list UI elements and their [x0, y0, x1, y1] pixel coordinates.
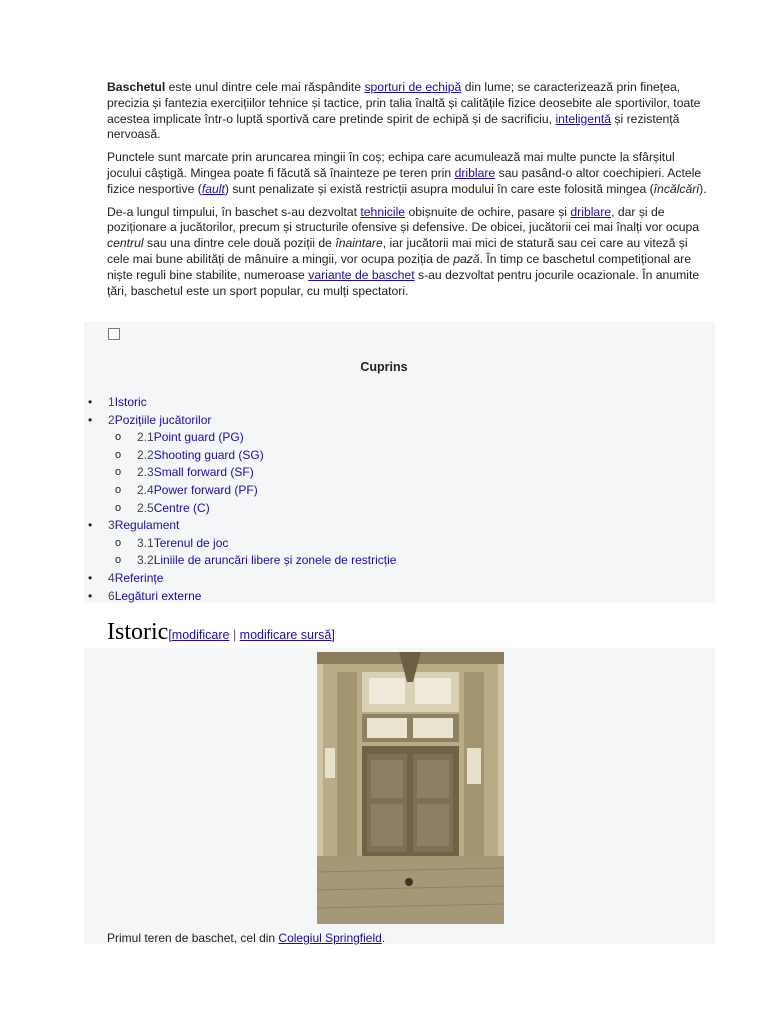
link-dribbling-2[interactable]: driblare [570, 204, 612, 219]
text: sau pasând-o altor coechipieri. Actele fizice nesportive ( [107, 165, 702, 196]
circle-bullet-icon: o [115, 466, 122, 479]
text: Punctele sunt marcate prin aruncarea mingii în coș; echipa care acumulează mai multe puncte la sfârșitul jocului câștigă. Mingea poate fi făcută să înainteze pe teren prin [107, 150, 675, 180]
toc-item[interactable] [88, 412, 396, 430]
toc-item[interactable] [88, 464, 396, 482]
springfield-gym-photo[interactable] [317, 652, 504, 924]
toc-number: 3.2 [137, 553, 154, 568]
toc-number: 1 [108, 395, 115, 409]
toc-item[interactable] [88, 447, 396, 465]
disc-bullet-icon: • [88, 518, 93, 533]
intro-paragraph-3 [107, 205, 711, 300]
term-centre: centrul [107, 236, 144, 251]
toc-text[interactable]: Centre (C) [153, 500, 210, 515]
toc-number: 2.1 [137, 430, 154, 445]
toc-item[interactable] [88, 394, 396, 412]
toc-item[interactable] [88, 517, 396, 535]
circle-bullet-icon: o [115, 501, 122, 514]
toc-number: 2.3 [137, 465, 154, 480]
edit-link[interactable]: modificare [171, 628, 230, 642]
toc-text[interactable]: Istoric [114, 395, 147, 409]
toc-number: 2 [108, 412, 115, 427]
term-forward: înaintare [335, 236, 383, 251]
toc-title: Cuprins [360, 360, 408, 374]
figure-caption [107, 931, 385, 945]
text: Primul teren de baschet, cel din [107, 931, 279, 945]
text: . În timp ce baschetul competițional are niște reguli bine stabilite, numeroase [107, 251, 691, 282]
circle-bullet-icon: o [115, 536, 122, 549]
toc-number: 3.1 [137, 535, 154, 550]
section-title: Istoric [107, 619, 169, 645]
text: și rezistență nervoasă. [107, 111, 680, 142]
toc-item[interactable] [88, 588, 396, 606]
text: obișnuite de ochire, pasare și [405, 204, 571, 219]
toc-item[interactable] [88, 535, 396, 553]
edit-source-link[interactable]: modificare sursă [239, 628, 332, 642]
link-basketball-variants[interactable]: variante de baschet [308, 267, 415, 282]
link-intelligence[interactable]: inteligentă [555, 111, 612, 126]
text: , dar și de poziționare a jucătorilor, precum și structurile ofensive și defensive. De obicei, jucătorii cei mai înalți vor ocupa [107, 204, 700, 235]
toc-number: 3 [108, 518, 115, 533]
text: ) sunt penalizate și există restricții asupra modului în care este folosită mingea ( [224, 181, 654, 196]
bracket: ] [331, 628, 335, 642]
toc-number: 2.4 [137, 482, 154, 497]
separator: | [229, 628, 240, 642]
disc-bullet-icon: • [88, 412, 93, 427]
toc-list [88, 394, 396, 605]
article-intro [107, 80, 711, 306]
toc-number: 2.5 [137, 500, 154, 515]
circle-bullet-icon: o [115, 431, 122, 444]
toc-number: 4 [108, 570, 115, 585]
link-techniques[interactable]: tehnicile [360, 204, 406, 219]
toc-text[interactable]: Pozițiile jucătorilor [114, 412, 212, 427]
toc-number: 6 [108, 588, 115, 603]
text: . [381, 931, 386, 945]
toc-text[interactable]: Legături externe [114, 588, 202, 603]
circle-bullet-icon: o [115, 483, 122, 496]
toc-text[interactable]: Liniile de aruncări libere și zonele de restricție [153, 553, 397, 568]
link-team-sports[interactable]: sporturi de echipă [364, 80, 462, 94]
toc-item[interactable] [88, 482, 396, 500]
term-violations: încălcări [653, 181, 700, 196]
toc-toggle-checkbox[interactable] [108, 328, 120, 340]
edit-links [168, 628, 335, 642]
bracket: [ [168, 628, 172, 642]
term-guard: pază [453, 251, 480, 266]
intro-paragraph-1 [107, 80, 711, 143]
toc-item[interactable] [88, 552, 396, 570]
text: din lume; se caracterizează prin finețea, precizia și fantezia exercițiilor tehnice și tactice, prin talia înaltă și calitățile fizice deosebite ale sportivilor, toate acestea implicate într-o luptă sportivă care pretinde spirit de echipă și de sacrificiu, [107, 80, 701, 126]
link-dribbling[interactable]: driblare [454, 165, 496, 180]
circle-bullet-icon: o [115, 554, 122, 567]
text: este unul dintre cele mai răspândite [165, 80, 365, 94]
toc-item[interactable] [88, 570, 396, 588]
disc-bullet-icon: • [88, 395, 93, 409]
toc-item[interactable] [88, 429, 396, 447]
intro-paragraph-2 [107, 150, 711, 197]
toc-item[interactable] [88, 500, 396, 518]
toc-text[interactable]: Regulament [114, 518, 180, 533]
toc-text[interactable]: Shooting guard (SG) [153, 447, 264, 462]
link-springfield-college[interactable]: Colegiul Springfield [278, 931, 382, 945]
toc-text[interactable]: Small forward (SF) [153, 465, 254, 480]
disc-bullet-icon: • [88, 570, 93, 585]
disc-bullet-icon: • [88, 588, 93, 603]
toc-text[interactable]: Referințe [114, 570, 164, 585]
text: , iar jucătorii mai mici de statură sau cei care au viteză și cele mai bune abilități de mânuire a mingii, vor ocupa poziția de [107, 236, 688, 266]
text: sau una dintre cele două poziții de [143, 236, 336, 251]
text: ). [699, 181, 707, 196]
toc-text[interactable]: Terenul de joc [153, 535, 229, 550]
article-subject: Baschetul [107, 80, 166, 94]
circle-bullet-icon: o [115, 448, 122, 461]
toc-number: 2.2 [137, 447, 154, 462]
link-foul[interactable]: fault [201, 181, 225, 196]
text: De-a lungul timpului, în baschet s-au dezvoltat [107, 204, 361, 219]
toc-text[interactable]: Power forward (PF) [153, 482, 258, 497]
text: s-au dezvoltat pentru jocurile ocazionale. În anumite țări, baschetul este un sport popular, cu mulți spectatori. [107, 267, 700, 298]
toc-text[interactable]: Point guard (PG) [153, 430, 244, 445]
